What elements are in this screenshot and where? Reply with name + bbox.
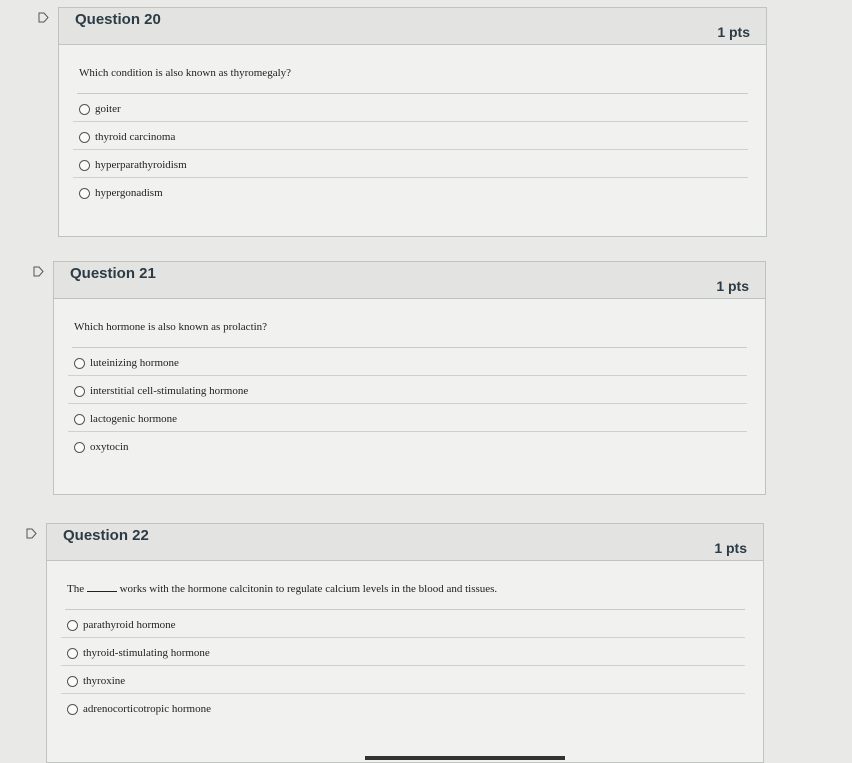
bottom-scroll-indicator bbox=[365, 756, 565, 760]
question-21-prompt: Which hormone is also known as prolactin? bbox=[74, 321, 268, 333]
answer-option[interactable] bbox=[61, 694, 745, 721]
radio-button-icon[interactable] bbox=[67, 704, 78, 715]
answer-option[interactable] bbox=[61, 610, 745, 638]
answer-label: adrenocorticotropic hormone bbox=[83, 703, 211, 715]
question-22-prompt bbox=[47, 561, 763, 609]
prompt-after-blank: works with the hormone calcitonin to regulate calcium levels in the blood and tissues. bbox=[119, 583, 498, 595]
radio-button-icon[interactable] bbox=[67, 648, 78, 659]
prompt-before-blank: The bbox=[67, 583, 85, 595]
answer-label: oxytocin bbox=[90, 441, 129, 453]
answer-option[interactable] bbox=[73, 94, 748, 122]
radio-button-icon[interactable] bbox=[79, 132, 90, 143]
answer-label: thyroid-stimulating hormone bbox=[83, 647, 210, 659]
radio-button-icon[interactable] bbox=[67, 620, 78, 631]
answer-label: interstitial cell-stimulating hormone bbox=[90, 385, 249, 397]
answer-label: thyroid carcinoma bbox=[95, 131, 176, 143]
answer-label: goiter bbox=[95, 103, 121, 115]
radio-button-icon[interactable] bbox=[67, 676, 78, 687]
radio-button-icon[interactable] bbox=[79, 104, 90, 115]
answer-label: lactogenic hormone bbox=[90, 413, 178, 425]
answer-label: luteinizing hormone bbox=[90, 357, 179, 369]
question-20-card bbox=[58, 7, 767, 237]
question-22-answers bbox=[47, 610, 763, 721]
answer-option[interactable] bbox=[73, 178, 748, 205]
answer-option[interactable] bbox=[73, 150, 748, 178]
answer-option[interactable] bbox=[73, 122, 748, 150]
answer-label: hyperparathyroidism bbox=[95, 159, 187, 171]
question-20-title: Question 20 bbox=[75, 11, 161, 28]
question-21-title: Question 21 bbox=[70, 265, 156, 282]
radio-button-icon[interactable] bbox=[74, 442, 85, 453]
answer-option[interactable] bbox=[61, 666, 745, 694]
question-21-card bbox=[53, 261, 766, 495]
question-21-answers bbox=[54, 348, 765, 459]
answer-option[interactable] bbox=[61, 638, 745, 666]
radio-button-icon[interactable] bbox=[79, 188, 90, 199]
flag-question-21-icon[interactable] bbox=[33, 266, 44, 277]
question-22-card bbox=[46, 523, 764, 763]
question-20-header bbox=[59, 8, 766, 45]
answer-option[interactable] bbox=[68, 348, 747, 376]
radio-button-icon[interactable] bbox=[74, 386, 85, 397]
question-20-prompt: Which condition is also known as thyromegaly? bbox=[79, 67, 292, 79]
question-22-header bbox=[47, 524, 763, 561]
question-22-points: 1 pts bbox=[714, 540, 747, 556]
flag-question-22-icon[interactable] bbox=[26, 528, 37, 539]
question-21-points: 1 pts bbox=[716, 278, 749, 294]
radio-button-icon[interactable] bbox=[74, 414, 85, 425]
answer-option[interactable] bbox=[68, 432, 747, 459]
question-21-header bbox=[54, 262, 765, 299]
radio-button-icon[interactable] bbox=[74, 358, 85, 369]
flag-question-20-icon[interactable] bbox=[38, 12, 49, 23]
answer-option[interactable] bbox=[68, 404, 747, 432]
answer-label: thyroxine bbox=[83, 675, 126, 687]
question-22-title: Question 22 bbox=[63, 527, 149, 544]
question-20-answers bbox=[59, 94, 766, 205]
answer-label: hypergonadism bbox=[95, 187, 163, 199]
answer-option[interactable] bbox=[68, 376, 747, 404]
answer-label: parathyroid hormone bbox=[83, 619, 176, 631]
question-20-points: 1 pts bbox=[717, 24, 750, 40]
fill-in-blank bbox=[87, 591, 117, 592]
radio-button-icon[interactable] bbox=[79, 160, 90, 171]
